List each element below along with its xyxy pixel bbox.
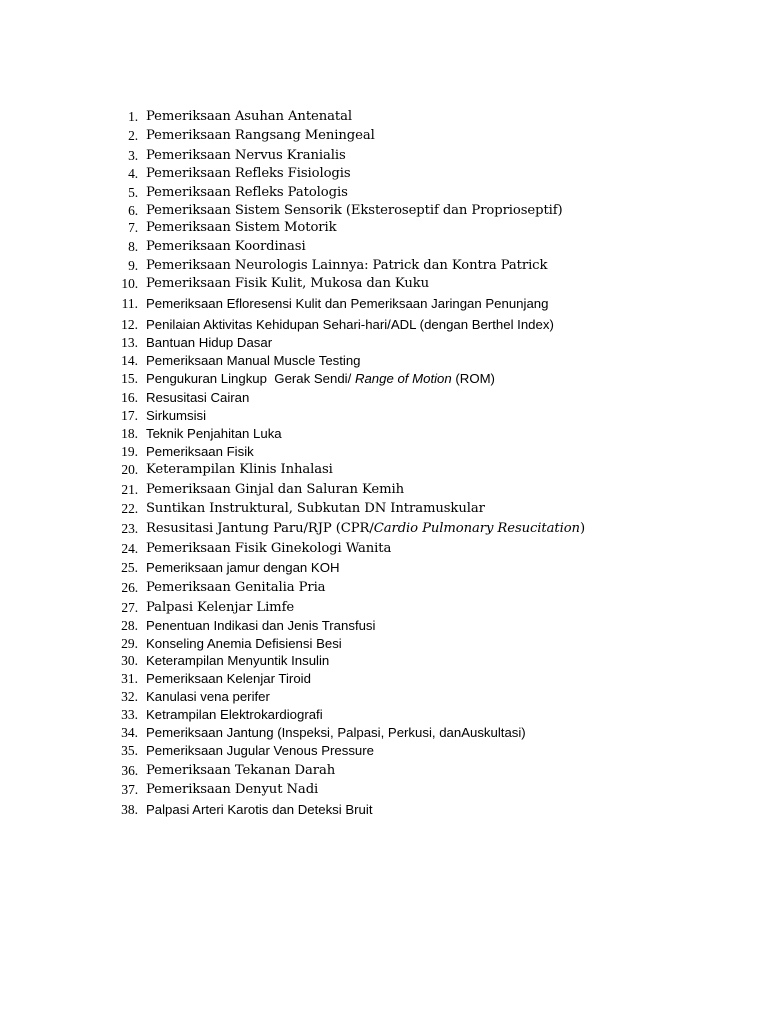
list-item <box>0 539 740 559</box>
list-item-text: Penentuan Indikasi dan Jenis Transfusi <box>146 618 376 633</box>
list-item-number: 15. <box>121 371 138 386</box>
list-item-text: Pemeriksaan Fisik <box>146 444 254 459</box>
list-item <box>0 578 740 598</box>
list-item-text: Pemeriksaan Fisik Ginekologi Wanita <box>146 541 392 556</box>
list-item-text-part: Pengukuran Lingkup Gerak Sendi/ <box>146 371 355 386</box>
list-item-text: Pemeriksaan Koordinasi <box>146 239 306 254</box>
list-item-text: Pemeriksaan Tekanan Darah <box>146 763 336 778</box>
list-item <box>0 669 740 689</box>
list-item-number: 14. <box>121 353 138 368</box>
list-item-number: 34. <box>121 725 138 740</box>
list-item-number: 10. <box>121 276 138 291</box>
list-item-text: Pemeriksaan Jantung (Inspeksi, Palpasi, Perkusi, danAuskultasi) <box>146 725 526 740</box>
list-item-number: 26. <box>121 580 138 595</box>
list-item <box>0 687 740 707</box>
list-item-number: 12. <box>121 317 138 332</box>
list-item-number: 13. <box>121 335 138 350</box>
list-item <box>0 800 740 820</box>
list-item-text: Pemeriksaan Denyut Nadi <box>146 782 319 797</box>
list-item <box>0 480 740 500</box>
list-item <box>0 333 740 353</box>
list-item <box>0 780 740 800</box>
list-item-text: Pemeriksaan Nervus Kranialis <box>146 148 346 163</box>
list-item-number: 25. <box>121 560 138 575</box>
list-item <box>0 741 740 761</box>
list-item-text: Keterampilan Menyuntik Insulin <box>146 653 330 668</box>
list-item <box>0 761 740 781</box>
list-item <box>0 406 740 426</box>
list-item-text-part: Resusitasi Jantung Paru/RJP (CPR/ <box>146 521 374 536</box>
list-item <box>0 460 740 480</box>
list-item-text: Pemeriksaan Sistem Motorik <box>146 220 337 235</box>
list-item-text: Keterampilan Klinis Inhalasi <box>146 462 333 477</box>
list-item-text: Penilaian Aktivitas Kehidupan Sehari-hari/ADL (dengan Berthel Index) <box>146 317 554 332</box>
list-item-number: 24. <box>121 541 138 556</box>
list-item <box>0 519 740 539</box>
list-item <box>0 388 740 408</box>
list-item-text: Pemeriksaan jamur dengan KOH <box>146 560 340 575</box>
list-item-text: Pemeriksaan Jugular Venous Pressure <box>146 743 374 758</box>
list-item-number: 18. <box>121 426 138 441</box>
list-item-text: Teknik Penjahitan Luka <box>146 426 282 441</box>
list-item-text: Pemeriksaan Neurologis Lainnya: Patrick dan Kontra Patrick <box>146 258 548 273</box>
list-item-number: 23. <box>121 521 138 536</box>
list-item-text: Pemeriksaan Efloresensi Kulit dan Pemeriksaan Jaringan Penunjang <box>146 296 549 311</box>
list-item-text: Pemeriksaan Ginjal dan Saluran Kemih <box>146 482 405 497</box>
list-item-number: 11. <box>121 296 138 311</box>
list-item-number: 9. <box>128 258 138 273</box>
list-item-text: Pemeriksaan Rangsang Meningeal <box>146 128 375 143</box>
list-item <box>0 651 740 671</box>
list-item-number: 7. <box>128 220 138 235</box>
list-item-text: Kanulasi vena perifer <box>146 689 270 704</box>
list-item-text: Palpasi Arteri Karotis dan Deteksi Bruit <box>146 802 373 817</box>
list-item-text: Pemeriksaan Refleks Fisiologis <box>146 166 351 181</box>
list-item-text <box>146 519 585 539</box>
list-item-text-italic: Cardio Pulmonary Resucitation <box>373 521 580 536</box>
list-item <box>0 237 740 257</box>
list-item-text-part: (ROM) <box>451 371 495 386</box>
list-item-text: Pemeriksaan Fisik Kulit, Mukosa dan Kuku <box>146 276 430 291</box>
list-item <box>0 705 740 725</box>
list-item-number: 33. <box>121 707 138 722</box>
list-item <box>0 183 740 203</box>
list-item <box>0 126 740 146</box>
list-item-number: 27. <box>121 600 138 615</box>
list-item <box>0 218 740 238</box>
list-item-number: 28. <box>121 618 138 633</box>
list-item <box>0 107 740 127</box>
list-item <box>0 499 740 519</box>
list-item-number: 31. <box>121 671 138 686</box>
list-item <box>0 351 740 371</box>
list-item-number: 2. <box>128 128 138 143</box>
list-item-number: 29. <box>121 636 138 651</box>
list-item-text: Resusitasi Cairan <box>146 390 250 405</box>
list-item-number: 3. <box>128 148 138 163</box>
list-item-number: 35. <box>121 743 138 758</box>
list-item-number: 5. <box>128 185 138 200</box>
list-item <box>0 442 740 462</box>
list-item <box>0 558 740 578</box>
list-item-text <box>146 369 495 389</box>
list-item-number: 6. <box>128 203 138 218</box>
list-item-text: Pemeriksaan Asuhan Antenatal <box>146 109 352 124</box>
list-item-text: Sirkumsisi <box>146 408 207 423</box>
list-item <box>0 723 740 743</box>
list-item-text: Konseling Anemia Defisiensi Besi <box>146 636 342 651</box>
list-item-number: 36. <box>121 763 138 778</box>
list-item-text: Pemeriksaan Refleks Patologis <box>146 185 348 200</box>
list-item <box>0 598 740 618</box>
list-item <box>0 616 740 636</box>
list-item-text: Suntikan Instruktural, Subkutan DN Intramuskular <box>146 501 485 516</box>
list-item <box>0 294 740 314</box>
list-item-number: 20. <box>121 462 138 477</box>
list-item-text: Palpasi Kelenjar Limfe <box>146 600 295 615</box>
list-item-number: 30. <box>121 653 138 668</box>
list-item-text: Bantuan Hidup Dasar <box>146 335 273 350</box>
list-item-number: 21. <box>121 482 138 497</box>
list-item <box>0 256 740 276</box>
list-item-number: 37. <box>121 782 138 797</box>
list-item <box>0 424 740 444</box>
list-item-number: 32. <box>121 689 138 704</box>
list-item-number: 8. <box>128 239 138 254</box>
list-item-text: Ketrampilan Elektrokardiografi <box>146 707 323 722</box>
list-item-number: 22. <box>121 501 138 516</box>
list-item-text-italic: Range of Motion <box>354 371 452 386</box>
list-item-text: Pemeriksaan Manual Muscle Testing <box>146 353 361 368</box>
list-item <box>0 146 740 166</box>
list-item-number: 38. <box>121 802 138 817</box>
list-item-text: Pemeriksaan Kelenjar Tiroid <box>146 671 311 686</box>
list-item-number: 4. <box>128 166 138 181</box>
list-item-number: 16. <box>121 390 138 405</box>
list-item <box>0 164 740 184</box>
list-item-text-part: ) <box>579 521 585 536</box>
list-item-number: 1. <box>128 109 138 124</box>
list-item-number: 17. <box>121 408 138 423</box>
list-item-text: Pemeriksaan Genitalia Pria <box>146 580 326 595</box>
list-item-text: Pemeriksaan Sistem Sensorik (Eksteroseptif dan Proprioseptif) <box>146 203 563 218</box>
list-item <box>0 315 740 335</box>
list-item <box>0 274 740 294</box>
list-item-number: 19. <box>121 444 138 459</box>
list-item <box>0 369 740 389</box>
